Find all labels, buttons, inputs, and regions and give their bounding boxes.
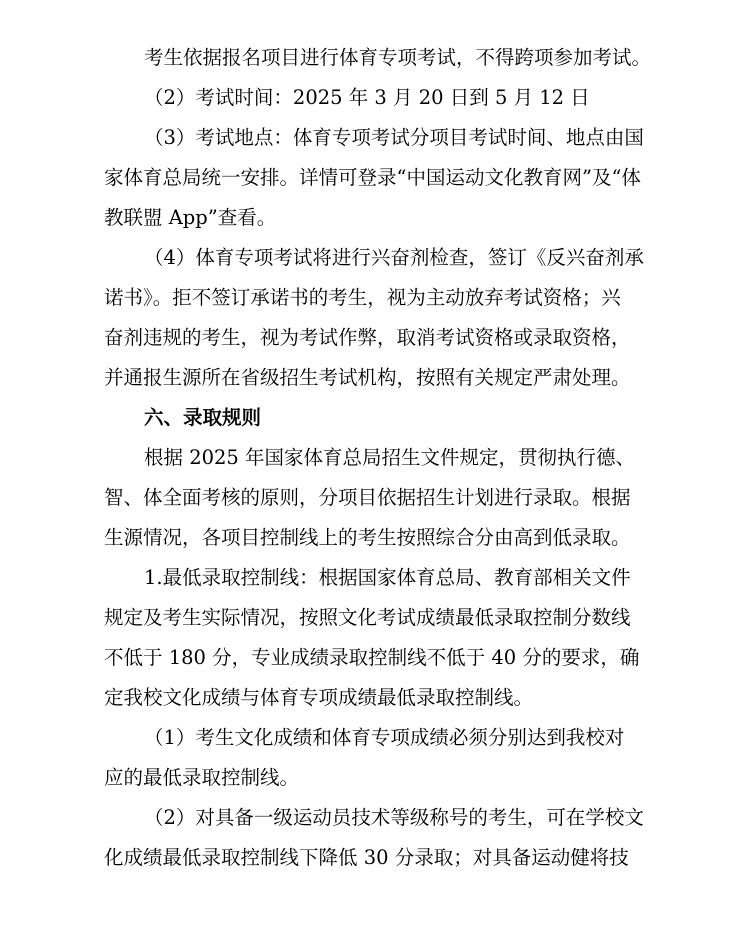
text-line: 教联盟 App”查看。 <box>104 206 277 229</box>
text-line: （3）考试地点：体育专项考试分项目考试时间、地点由国 <box>144 126 644 149</box>
text-line: 智、体全面考核的原则，分项目依据招生计划进行录取。根据 <box>104 486 631 509</box>
paragraph-exam-location <box>104 118 660 238</box>
text-line: 并通报生源所在省级招生考试机构，按照有关规定严肃处理。 <box>104 366 631 389</box>
paragraph-exam-rule <box>104 38 660 78</box>
paragraph-minimum-line <box>104 558 660 718</box>
text-line: 家体育总局统一安排。详情可登录“中国运动文化教育网”及“体 <box>104 166 641 189</box>
paragraph-doping-test <box>104 238 660 398</box>
text-line: 化成绩最低录取控制线下降低 30 分录取；对具备运动健将技 <box>104 846 629 869</box>
section-heading-text: 六、录取规则 <box>144 406 262 429</box>
text-line: 生源情况，各项目控制线上的考生按照综合分由高到低录取。 <box>104 526 631 549</box>
text-line: 应的最低录取控制线。 <box>104 766 300 789</box>
text-line: 1.最低录取控制线：根据国家体育总局、教育部相关文件 <box>144 566 631 589</box>
text-line: （2）考试时间：2025 年 3 月 20 日到 5 月 12 日 <box>144 86 590 109</box>
text-line: 奋剂违规的考生，视为考试作弊，取消考试资格或录取资格， <box>104 326 631 349</box>
text-line: （4）体育专项考试将进行兴奋剂检查，签订《反兴奋剂承 <box>144 246 644 269</box>
text-line: 规定及考生实际情况，按照文化考试成绩最低录取控制分数线 <box>104 606 631 629</box>
text-line: 考生依据报名项目进行体育专项考试，不得跨项参加考试。 <box>144 46 652 69</box>
paragraph-rule-2 <box>104 798 660 878</box>
document-page <box>104 38 660 878</box>
text-line: （2）对具备一级运动员技术等级称号的考生，可在学校文 <box>144 806 644 829</box>
text-line: 根据 2025 年国家体育总局招生文件规定，贯彻执行德、 <box>144 446 636 469</box>
section-heading <box>104 398 660 438</box>
paragraph-exam-time <box>104 78 660 118</box>
text-line: （1）考生文化成绩和体育专项成绩必须分别达到我校对 <box>144 726 625 749</box>
paragraph-rule-1 <box>104 718 660 798</box>
paragraph-admission-basis <box>104 438 660 558</box>
text-line: 诺书》。拒不签订承诺书的考生，视为主动放弃考试资格；兴 <box>104 286 621 309</box>
text-line: 不低于 180 分，专业成绩录取控制线不低于 40 分的要求，确 <box>104 646 640 669</box>
text-line: 定我校文化成绩与体育专项成绩最低录取控制线。 <box>104 686 534 709</box>
